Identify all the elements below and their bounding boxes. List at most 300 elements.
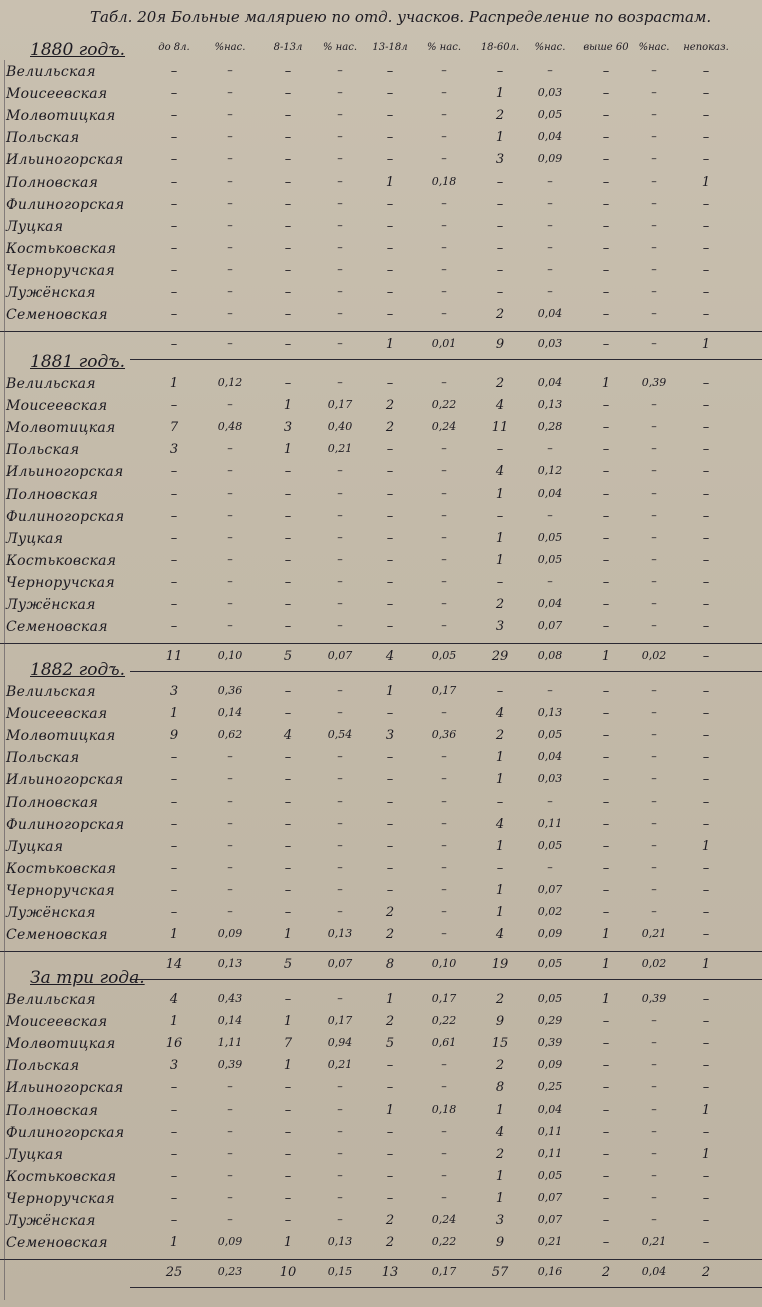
table-cell: 0,05	[537, 838, 563, 852]
table-cell: –	[441, 794, 447, 808]
total-cell: 0,15	[327, 1265, 353, 1279]
total-cell: 0,05	[537, 957, 563, 971]
table-cell: 1	[495, 1102, 505, 1118]
table-cell: –	[337, 1190, 343, 1204]
table-cell: 1	[495, 486, 505, 502]
table-cell: –	[702, 218, 710, 234]
table-cell: –	[441, 464, 447, 478]
column-header: %нас.	[214, 42, 246, 53]
table-cell: –	[170, 882, 178, 898]
table-cell: 2	[385, 398, 395, 414]
district-name: Польская	[6, 1058, 80, 1075]
table-cell: –	[496, 262, 504, 278]
total-cell: 11	[165, 649, 183, 665]
table-cell: –	[170, 597, 178, 612]
table-cell: –	[441, 262, 447, 276]
table-cell: 9	[495, 1014, 505, 1030]
table-cell: 0,11	[537, 1146, 563, 1160]
table-cell: –	[651, 1080, 657, 1094]
district-name: Черноручская	[6, 882, 115, 899]
table-cell: 1	[601, 376, 611, 391]
total-cell: 0,08	[537, 649, 563, 663]
table-cell: 0,17	[327, 1014, 353, 1028]
table-row	[0, 1235, 762, 1255]
table-cell: 0,39	[641, 992, 667, 1005]
table-row	[0, 597, 762, 617]
table-cell: –	[386, 882, 394, 898]
table-cell: 0,28	[537, 420, 563, 434]
table-cell: –	[441, 1124, 447, 1138]
table-cell: 0,03	[537, 772, 563, 786]
table-cell: –	[227, 196, 233, 210]
table-cell: –	[702, 750, 710, 766]
table-cell: –	[602, 574, 610, 590]
table-row	[0, 992, 762, 1012]
table-cell: 1	[169, 376, 179, 391]
table-cell: –	[284, 530, 292, 546]
table-cell: –	[170, 464, 178, 480]
table-cell: –	[702, 86, 710, 102]
column-header: %нас.	[638, 42, 670, 53]
district-name: Полновская	[6, 794, 99, 811]
table-cell: 1	[283, 927, 293, 943]
table-cell: –	[547, 508, 553, 522]
table-cell: –	[547, 794, 553, 808]
table-cell: –	[547, 285, 553, 298]
table-cell: 0,05	[537, 108, 563, 122]
table-cell: –	[227, 152, 233, 166]
table-cell: –	[651, 152, 657, 166]
table-cell: –	[227, 530, 233, 544]
table-cell: 0,11	[537, 816, 563, 830]
table-cell: –	[337, 262, 343, 276]
table-cell: –	[441, 838, 447, 852]
table-cell: –	[602, 750, 610, 766]
table-cell: –	[284, 684, 292, 699]
table-cell: –	[386, 486, 394, 502]
table-cell: –	[227, 218, 233, 232]
table-cell: 0,05	[537, 728, 563, 742]
table-cell: –	[386, 152, 394, 168]
table-cell: –	[441, 152, 447, 166]
table-cell: –	[227, 860, 233, 874]
table-cell: –	[702, 772, 710, 788]
table-cell: –	[441, 574, 447, 588]
table-cell: –	[337, 574, 343, 588]
table-cell: –	[227, 1080, 233, 1094]
total-cell: 0,07	[327, 649, 353, 663]
table-cell: –	[441, 927, 447, 941]
table-cell: –	[337, 1146, 343, 1160]
table-cell: –	[386, 838, 394, 854]
table-cell: –	[284, 376, 292, 391]
table-cell: –	[602, 1124, 610, 1140]
table-cell: –	[170, 240, 178, 256]
table-cell: –	[602, 1190, 610, 1206]
table-cell: 2	[385, 905, 395, 920]
table-row	[0, 1147, 762, 1167]
table-cell: 4	[495, 927, 505, 943]
total-cell: 0,16	[537, 1265, 563, 1279]
table-cell: –	[496, 174, 504, 190]
table-cell: –	[602, 1102, 610, 1118]
table-cell: –	[170, 1124, 178, 1140]
table-cell: –	[441, 530, 447, 544]
total-cell: 13	[381, 1265, 399, 1281]
table-cell: –	[284, 816, 292, 832]
table-row	[0, 553, 762, 573]
table-cell: –	[651, 794, 657, 808]
table-cell: 0,61	[431, 1036, 457, 1050]
table-cell: –	[284, 86, 292, 102]
table-cell: 0,12	[537, 464, 563, 478]
table-cell: 1	[283, 1058, 293, 1074]
table-cell: 0,18	[431, 174, 457, 188]
table-cell: –	[651, 130, 657, 144]
section-end-line	[130, 1287, 762, 1288]
table-cell: 1	[169, 1014, 179, 1030]
table-cell: –	[651, 398, 657, 412]
table-cell: –	[651, 218, 657, 232]
table-cell: –	[441, 285, 447, 298]
table-cell: –	[337, 285, 343, 298]
total-row	[0, 1265, 762, 1285]
table-cell: –	[170, 64, 178, 79]
table-cell: –	[284, 1102, 292, 1118]
table-cell: –	[702, 706, 710, 722]
table-cell: –	[441, 905, 447, 918]
table-cell: 0,24	[431, 1213, 457, 1226]
total-cell: 1	[701, 337, 711, 353]
table-cell: –	[386, 860, 394, 876]
table-cell: –	[386, 1146, 394, 1162]
table-cell: 3	[385, 728, 395, 744]
table-cell: –	[227, 552, 233, 566]
table-cell: –	[170, 905, 178, 920]
table-row	[0, 442, 762, 462]
table-cell: 0,14	[217, 1014, 243, 1028]
table-cell: 2	[385, 927, 395, 943]
table-cell: –	[386, 1168, 394, 1184]
table-cell: 3	[169, 684, 179, 699]
table-cell: 0,12	[217, 376, 243, 389]
table-cell: 8	[495, 1080, 505, 1096]
table-cell: 2	[495, 992, 505, 1007]
total-cell: 14	[165, 957, 183, 973]
table-cell: 1	[495, 905, 505, 920]
column-header: %нас.	[534, 42, 566, 53]
table-cell: 0,04	[537, 307, 563, 321]
table-cell: –	[496, 285, 504, 300]
table-row	[0, 307, 762, 327]
table-cell: –	[227, 1168, 233, 1182]
table-cell: –	[651, 597, 657, 610]
table-cell: –	[651, 1036, 657, 1050]
table-cell: 0,09	[217, 1235, 243, 1249]
table-cell: 0,04	[537, 750, 563, 764]
table-cell: –	[441, 130, 447, 144]
table-cell: –	[496, 196, 504, 212]
table-cell: 1	[701, 838, 711, 854]
table-cell: –	[227, 262, 233, 276]
table-cell: –	[547, 262, 553, 276]
table-cell: –	[441, 240, 447, 254]
table-cell: –	[651, 816, 657, 830]
table-cell: –	[227, 1124, 233, 1138]
district-name: Велильская	[6, 992, 96, 1008]
table-cell: –	[702, 262, 710, 278]
table-cell: –	[170, 816, 178, 832]
table-cell: –	[170, 750, 178, 766]
table-cell: –	[651, 728, 657, 742]
table-cell: 2	[385, 1213, 395, 1228]
table-cell: 1	[283, 442, 293, 458]
table-cell: –	[227, 772, 233, 786]
table-cell: 0,36	[217, 684, 243, 697]
table-cell: –	[651, 64, 657, 77]
table-row	[0, 619, 762, 639]
table-cell: –	[651, 442, 657, 456]
table-cell: –	[547, 218, 553, 232]
table-row	[0, 684, 762, 704]
section-title: За три года.	[30, 968, 145, 988]
table-cell: –	[337, 86, 343, 100]
table-cell: –	[284, 794, 292, 810]
table-cell: –	[284, 64, 292, 79]
table-cell: –	[496, 574, 504, 590]
table-cell: –	[337, 218, 343, 232]
table-cell: –	[441, 64, 447, 77]
table-cell: –	[337, 706, 343, 720]
district-name: Филиногорская	[6, 1124, 125, 1141]
table-cell: –	[651, 1190, 657, 1204]
district-name: Полновская	[6, 174, 99, 191]
table-cell: –	[170, 508, 178, 524]
table-cell: –	[227, 1190, 233, 1204]
table-cell: –	[284, 860, 292, 876]
table-cell: –	[337, 530, 343, 544]
table-cell: 1	[385, 992, 395, 1007]
table-cell: –	[386, 376, 394, 391]
table-cell: –	[337, 508, 343, 522]
table-cell: 0,04	[537, 130, 563, 144]
table-cell: 0,17	[327, 398, 353, 412]
table-cell: –	[702, 376, 710, 391]
table-cell: –	[170, 108, 178, 124]
district-name: Польская	[6, 750, 80, 767]
table-cell: –	[386, 1190, 394, 1206]
table-row	[0, 861, 762, 881]
table-cell: –	[547, 196, 553, 210]
total-cell: –	[227, 337, 233, 351]
table-cell: –	[702, 530, 710, 546]
district-name: Польская	[6, 130, 80, 147]
table-cell: 0,07	[537, 882, 563, 896]
table-cell: –	[337, 838, 343, 852]
table-cell: –	[651, 1168, 657, 1182]
table-cell: –	[284, 905, 292, 920]
table-cell: 1	[495, 1168, 505, 1184]
table-cell: –	[170, 838, 178, 854]
table-cell: –	[170, 1102, 178, 1118]
table-cell: 4	[495, 398, 505, 414]
table-cell: 0,13	[537, 706, 563, 720]
table-cell: 0,05	[537, 1168, 563, 1182]
table-cell: –	[386, 530, 394, 546]
table-cell: –	[386, 285, 394, 300]
table-cell: –	[702, 486, 710, 502]
table-cell: –	[602, 905, 610, 920]
table-cell: –	[702, 1036, 710, 1052]
table-cell: –	[337, 684, 343, 697]
table-cell: –	[602, 816, 610, 832]
total-cell: 0,03	[537, 337, 563, 351]
table-cell: –	[441, 882, 447, 896]
district-name: Костьковская	[6, 552, 117, 569]
table-cell: –	[170, 486, 178, 502]
table-cell: –	[227, 750, 233, 764]
table-cell: 0,04	[537, 597, 563, 610]
table-cell: –	[496, 240, 504, 256]
table-cell: –	[284, 1146, 292, 1162]
table-cell: –	[284, 838, 292, 854]
table-cell: –	[441, 108, 447, 122]
table-cell: –	[170, 174, 178, 190]
table-row	[0, 376, 762, 396]
district-name: Молвотицкая	[6, 728, 116, 745]
table-cell: –	[547, 574, 553, 588]
table-cell: 4	[495, 1124, 505, 1140]
table-cell: –	[441, 376, 447, 389]
total-cell: 5	[283, 957, 293, 973]
table-cell: –	[651, 174, 657, 188]
table-cell: 0,07	[537, 1213, 563, 1226]
table-row	[0, 487, 762, 507]
table-cell: 0,04	[537, 376, 563, 389]
column-header: 18-60л.	[480, 42, 520, 53]
table-cell: –	[284, 992, 292, 1007]
table-cell: –	[602, 552, 610, 568]
table-cell: 2	[495, 1146, 505, 1162]
table-cell: –	[386, 262, 394, 278]
table-cell: –	[227, 64, 233, 77]
column-header: % нас.	[426, 42, 461, 53]
total-cell: 0,02	[641, 957, 667, 971]
district-name: Костьковская	[6, 240, 117, 257]
table-cell: –	[702, 597, 710, 612]
district-name: Луцкая	[6, 1146, 64, 1163]
table-row	[0, 241, 762, 261]
district-name: Лужёнская	[6, 1213, 96, 1229]
table-cell: 1	[495, 772, 505, 788]
section-title: 1880 годъ.	[30, 40, 126, 60]
table-cell: –	[284, 1124, 292, 1140]
table-cell: –	[602, 442, 610, 458]
total-cell: 2	[601, 1265, 611, 1281]
table-cell: –	[496, 64, 504, 79]
table-cell: –	[386, 508, 394, 524]
table-cell: –	[337, 240, 343, 254]
district-name: Моисеевская	[6, 86, 108, 103]
table-cell: –	[170, 552, 178, 568]
table-cell: –	[337, 772, 343, 786]
table-cell: –	[386, 130, 394, 146]
table-cell: –	[702, 1124, 710, 1140]
table-cell: –	[602, 1146, 610, 1162]
table-row	[0, 728, 762, 748]
table-cell: 1	[701, 1102, 711, 1118]
table-cell: –	[284, 750, 292, 766]
table-cell: –	[170, 1080, 178, 1096]
table-cell: –	[651, 1124, 657, 1138]
table-row	[0, 175, 762, 195]
total-cell: 0,10	[431, 957, 457, 971]
table-cell: 1	[495, 86, 505, 102]
table-cell: 0,21	[641, 1235, 667, 1249]
section-end-line	[130, 671, 762, 672]
table-cell: 0,09	[537, 152, 563, 166]
table-row	[0, 152, 762, 172]
table-cell: 0,94	[327, 1036, 353, 1050]
table-cell: –	[651, 307, 657, 321]
total-cell: 25	[165, 1265, 183, 1281]
table-cell: –	[702, 508, 710, 524]
district-name: Ильиногорская	[6, 464, 124, 481]
table-cell: –	[386, 772, 394, 788]
table-cell: 3	[495, 152, 505, 168]
table-cell: –	[284, 1168, 292, 1184]
column-header: 13-18л	[372, 42, 408, 53]
table-cell: –	[602, 508, 610, 524]
table-cell: –	[227, 486, 233, 500]
table-cell: –	[441, 218, 447, 232]
total-cell: 0,17	[431, 1265, 457, 1279]
table-title: Табл. 20я Больные маляриею по отд. учасков. Распределение по возрастам.	[90, 8, 712, 26]
table-cell: –	[337, 1102, 343, 1116]
district-name: Молвотицкая	[6, 1036, 116, 1053]
table-cell: –	[602, 108, 610, 124]
table-cell: 3	[495, 1213, 505, 1228]
table-cell: 0,13	[327, 927, 353, 941]
table-cell: 0,48	[217, 420, 243, 434]
table-cell: –	[170, 1168, 178, 1184]
table-cell: 4	[283, 728, 293, 744]
table-cell: –	[227, 816, 233, 830]
table-cell: –	[227, 1102, 233, 1116]
table-cell: –	[284, 240, 292, 256]
table-cell: 0,21	[537, 1235, 563, 1249]
district-name: Черноручская	[6, 262, 115, 279]
table-cell: 3	[169, 1058, 179, 1074]
table-row	[0, 1169, 762, 1189]
total-divider	[0, 331, 762, 332]
table-cell: 0,05	[537, 530, 563, 544]
table-cell: –	[602, 240, 610, 256]
district-name: Семеновская	[6, 927, 108, 944]
district-name: Семеновская	[6, 619, 108, 636]
table-cell: –	[651, 860, 657, 874]
district-name: Полновская	[6, 1102, 99, 1119]
table-cell: –	[547, 240, 553, 254]
table-cell: 0,02	[537, 905, 563, 918]
table-cell: –	[702, 420, 710, 436]
table-cell: 3	[169, 442, 179, 458]
table-cell: 1	[701, 1146, 711, 1162]
district-name: Луцкая	[6, 530, 64, 547]
total-cell: 29	[491, 649, 509, 665]
table-cell: –	[702, 882, 710, 898]
table-cell: 0,14	[217, 706, 243, 720]
